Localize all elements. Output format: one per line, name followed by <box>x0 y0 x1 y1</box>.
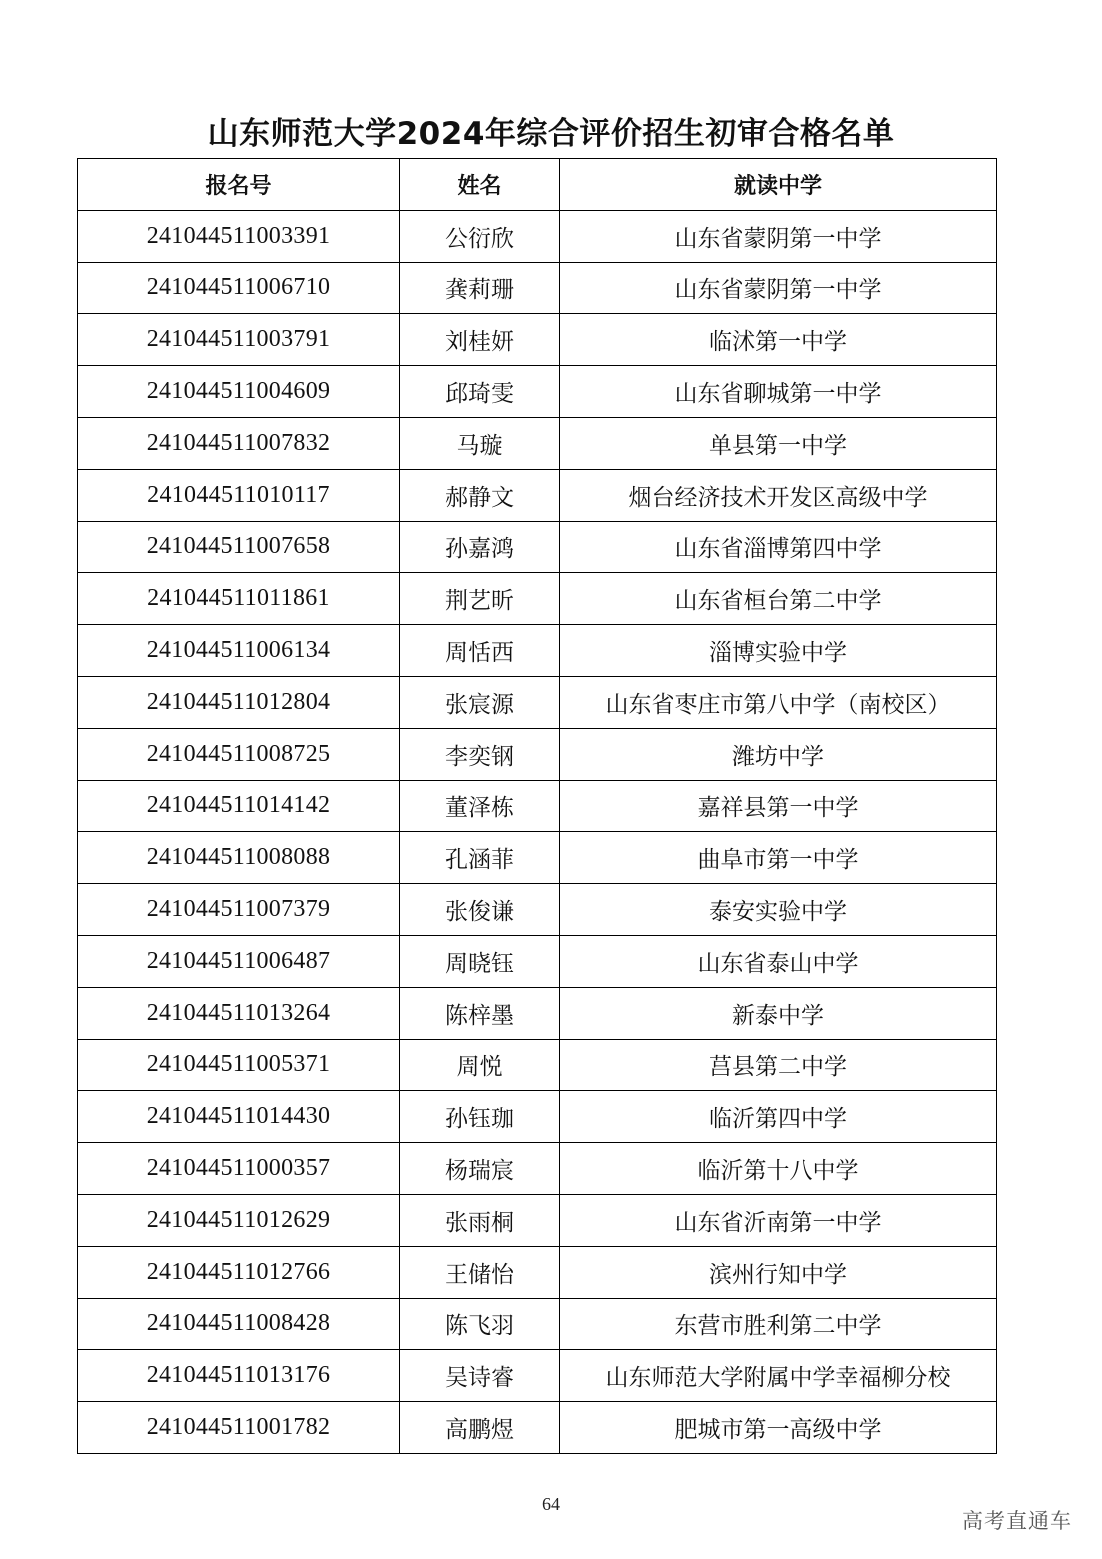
registration-number-cell: 241044511006487 <box>78 935 400 987</box>
table-row <box>78 1039 997 1091</box>
school-name-cell: 山东省桓台第二中学 <box>560 573 997 625</box>
table-row <box>78 625 997 677</box>
student-name-cell: 王储怡 <box>400 1246 560 1298</box>
student-name-cell: 孙嘉鸿 <box>400 521 560 573</box>
student-name-cell: 周晓钰 <box>400 935 560 987</box>
student-name-cell: 张俊谦 <box>400 884 560 936</box>
school-name-cell: 山东省蒙阴第一中学 <box>560 262 997 314</box>
registration-number-cell: 241044511005371 <box>78 1039 400 1091</box>
student-name-cell: 陈梓墨 <box>400 987 560 1039</box>
registration-number-cell: 241044511003391 <box>78 210 400 262</box>
table-row <box>78 262 997 314</box>
registration-number-cell: 241044511007658 <box>78 521 400 573</box>
school-name-cell: 烟台经济技术开发区高级中学 <box>560 469 997 521</box>
student-name-cell: 公衍欣 <box>400 210 560 262</box>
registration-number-cell: 241044511014430 <box>78 1091 400 1143</box>
student-name-cell: 董泽栋 <box>400 780 560 832</box>
school-name-cell: 单县第一中学 <box>560 417 997 469</box>
school-name-cell: 莒县第二中学 <box>560 1039 997 1091</box>
page-number: 64 <box>542 1494 560 1514</box>
registration-number-cell: 241044511011861 <box>78 573 400 625</box>
registration-number-cell: 241044511008725 <box>78 728 400 780</box>
table-row <box>78 1246 997 1298</box>
student-name-cell: 周恬西 <box>400 625 560 677</box>
student-name-cell: 杨瑞宸 <box>400 1143 560 1195</box>
student-name-cell: 吴诗睿 <box>400 1350 560 1402</box>
registration-number-cell: 241044511006134 <box>78 625 400 677</box>
student-name-cell: 张雨桐 <box>400 1194 560 1246</box>
registration-number-cell: 241044511012629 <box>78 1194 400 1246</box>
student-name-cell: 李奕钢 <box>400 728 560 780</box>
registration-number-cell: 241044511012804 <box>78 676 400 728</box>
student-name-cell: 周悦 <box>400 1039 560 1091</box>
table-row <box>78 314 997 366</box>
registration-number-cell: 241044511008428 <box>78 1298 400 1350</box>
school-name-cell: 山东省沂南第一中学 <box>560 1194 997 1246</box>
table-row <box>78 987 997 1039</box>
registration-number-cell: 241044511012766 <box>78 1246 400 1298</box>
school-name-cell: 新泰中学 <box>560 987 997 1039</box>
student-name-cell: 邱琦雯 <box>400 366 560 418</box>
school-name-cell: 山东省枣庄市第八中学（南校区） <box>560 676 997 728</box>
registration-number-cell: 241044511013264 <box>78 987 400 1039</box>
student-name-cell: 马璇 <box>400 417 560 469</box>
registration-number-cell: 241044511000357 <box>78 1143 400 1195</box>
school-name-cell: 临沂第十八中学 <box>560 1143 997 1195</box>
school-name-cell: 临沭第一中学 <box>560 314 997 366</box>
column-header-school: 就读中学 <box>560 159 997 211</box>
school-name-cell: 山东省聊城第一中学 <box>560 366 997 418</box>
table-header-row <box>78 159 997 211</box>
student-name-cell: 刘桂妍 <box>400 314 560 366</box>
table-row <box>78 780 997 832</box>
school-name-cell: 山东师范大学附属中学幸福柳分校 <box>560 1350 997 1402</box>
student-name-cell: 孔涵菲 <box>400 832 560 884</box>
registration-number-cell: 241044511010117 <box>78 469 400 521</box>
registration-number-cell: 241044511001782 <box>78 1402 400 1454</box>
table-row <box>78 1402 997 1454</box>
table-row <box>78 1298 997 1350</box>
admission-list-table <box>77 158 997 1454</box>
registration-number-cell: 241044511013176 <box>78 1350 400 1402</box>
registration-number-cell: 241044511008088 <box>78 832 400 884</box>
table-row <box>78 210 997 262</box>
registration-number-cell: 241044511014142 <box>78 780 400 832</box>
registration-number-cell: 241044511003791 <box>78 314 400 366</box>
column-header-registration-number: 报名号 <box>78 159 400 211</box>
school-name-cell: 淄博实验中学 <box>560 625 997 677</box>
watermark-logo-text: 高考直通车 <box>962 1509 1072 1533</box>
student-name-cell: 张宸源 <box>400 676 560 728</box>
registration-number-cell: 241044511007832 <box>78 417 400 469</box>
table-row <box>78 521 997 573</box>
school-name-cell: 东营市胜利第二中学 <box>560 1298 997 1350</box>
student-name-cell: 郝静文 <box>400 469 560 521</box>
school-name-cell: 曲阜市第一中学 <box>560 832 997 884</box>
table-row <box>78 573 997 625</box>
table-row <box>78 1091 997 1143</box>
registration-number-cell: 241044511007379 <box>78 884 400 936</box>
student-name-cell: 荆艺昕 <box>400 573 560 625</box>
student-name-cell: 龚莉珊 <box>400 262 560 314</box>
table-row <box>78 884 997 936</box>
student-name-cell: 孙钰珈 <box>400 1091 560 1143</box>
table-body <box>78 210 997 1453</box>
document-title: 山东师范大学2024年综合评价招生初审合格名单 <box>207 116 895 152</box>
student-name-cell: 高鹏煜 <box>400 1402 560 1454</box>
school-name-cell: 山东省淄博第四中学 <box>560 521 997 573</box>
table-row <box>78 1194 997 1246</box>
school-name-cell: 临沂第四中学 <box>560 1091 997 1143</box>
table-row <box>78 1350 997 1402</box>
table-row <box>78 417 997 469</box>
table-row <box>78 676 997 728</box>
school-name-cell: 嘉祥县第一中学 <box>560 780 997 832</box>
table-row <box>78 1143 997 1195</box>
table-row <box>78 728 997 780</box>
school-name-cell: 泰安实验中学 <box>560 884 997 936</box>
school-name-cell: 肥城市第一高级中学 <box>560 1402 997 1454</box>
column-header-name: 姓名 <box>400 159 560 211</box>
table-row <box>78 366 997 418</box>
table-row <box>78 469 997 521</box>
student-name-cell: 陈飞羽 <box>400 1298 560 1350</box>
school-name-cell: 潍坊中学 <box>560 728 997 780</box>
table-row <box>78 832 997 884</box>
registration-number-cell: 241044511004609 <box>78 366 400 418</box>
school-name-cell: 滨州行知中学 <box>560 1246 997 1298</box>
table-row <box>78 935 997 987</box>
registration-number-cell: 241044511006710 <box>78 262 400 314</box>
school-name-cell: 山东省蒙阴第一中学 <box>560 210 997 262</box>
school-name-cell: 山东省泰山中学 <box>560 935 997 987</box>
